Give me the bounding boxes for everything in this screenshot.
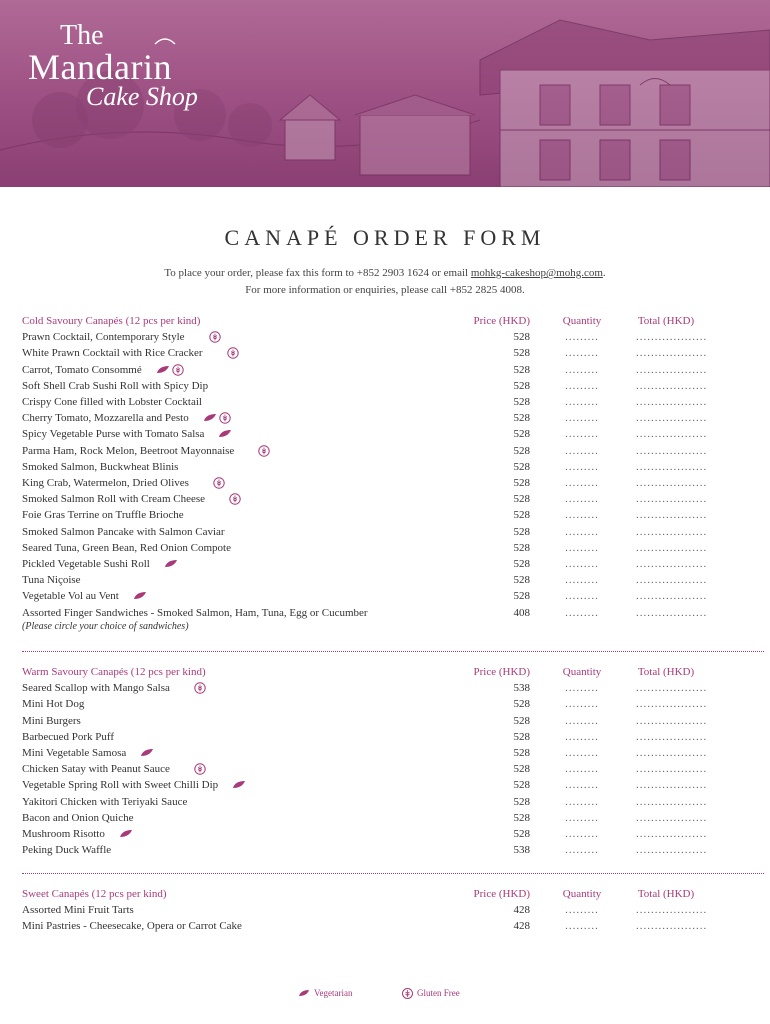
page-title: CANAPÉ ORDER FORM (224, 225, 546, 250)
menu-item-row (0, 556, 770, 572)
total-field[interactable]: ................... (636, 477, 708, 489)
menu-item-row (0, 902, 770, 918)
quantity-field[interactable]: ......... (565, 428, 599, 441)
item-price: 528 (513, 590, 530, 603)
total-field[interactable]: ................... (636, 541, 708, 554)
menu-item-row (0, 810, 770, 826)
menu-item-row (0, 680, 770, 696)
menu-item-row (0, 524, 770, 540)
quantity-field[interactable]: ......... (565, 904, 599, 917)
quantity-field[interactable]: ......... (565, 828, 599, 840)
item-name: Foie Gras Terrine on Truffle Brioche (22, 509, 184, 522)
section-title: Sweet Canapés (12 pcs per kind) (22, 888, 167, 900)
menu-item-row (0, 745, 770, 761)
section-divider (22, 873, 764, 874)
item-price: 528 (513, 730, 530, 743)
quantity-field[interactable]: ......... (565, 477, 599, 489)
total-field[interactable]: ................... (636, 460, 708, 473)
leaf-icon (298, 989, 310, 998)
item-price: 428 (513, 904, 530, 917)
menu-item-row (0, 605, 770, 621)
item-price: 428 (513, 920, 530, 933)
item-name: Crispy Cone filled with Lobster Cocktail (22, 396, 202, 408)
intro-line-2: For more information or enquiries, please call +852 2825 4008. (245, 284, 525, 296)
total-field[interactable]: ................... (636, 363, 708, 376)
legend-gluten-free (402, 988, 460, 999)
item-name: Seared Tuna, Green Bean, Red Onion Compote (22, 541, 231, 554)
item-price: 528 (513, 795, 530, 808)
total-field[interactable]: ................... (636, 828, 708, 840)
price-column-header: Price (HKD) (473, 666, 530, 678)
item-name: White Prawn Cocktail with Rice Cracker (22, 347, 203, 360)
quantity-field[interactable]: ......... (565, 460, 599, 473)
item-price: 528 (513, 558, 530, 570)
quantity-field[interactable]: ......... (565, 920, 599, 933)
total-field[interactable]: ................... (636, 379, 708, 392)
total-field[interactable]: ................... (636, 779, 708, 792)
quantity-field[interactable]: ......... (565, 396, 599, 408)
quantity-field[interactable]: ......... (565, 558, 599, 570)
item-name: Mini Burgers (22, 714, 81, 727)
item-price: 528 (513, 331, 530, 344)
quantity-field[interactable]: ......... (565, 714, 599, 727)
item-price: 528 (513, 460, 530, 473)
menu-item-row (0, 507, 770, 523)
item-price: 528 (513, 763, 530, 776)
quantity-field[interactable]: ......... (565, 730, 599, 743)
header-banner (0, 0, 770, 187)
total-field[interactable]: ................... (636, 795, 708, 808)
item-name: Pickled Vegetable Sushi Roll (22, 558, 150, 570)
section-divider (22, 651, 764, 652)
total-field[interactable]: ................... (636, 412, 708, 425)
menu-item-row (0, 713, 770, 729)
section-header (0, 664, 770, 680)
quantity-field[interactable]: ......... (565, 811, 599, 824)
item-name: Tuna Niçoise (22, 574, 81, 587)
quantity-field[interactable]: ......... (565, 525, 599, 538)
item-name: Assorted Mini Fruit Tarts (22, 904, 134, 917)
item-name: Vegetable Vol au Vent (22, 590, 119, 603)
menu-item-row (0, 588, 770, 604)
total-field[interactable]: ................... (636, 714, 708, 727)
item-price: 528 (513, 747, 530, 759)
menu-item-row (0, 696, 770, 712)
quantity-field[interactable]: ......... (565, 493, 599, 506)
item-name: Mini Hot Dog (22, 698, 85, 711)
total-field[interactable]: ................... (636, 606, 708, 619)
total-field[interactable]: ................... (636, 763, 708, 776)
quantity-column-header: Quantity (562, 888, 602, 900)
menu-item-row (0, 378, 770, 394)
menu-item-row (0, 540, 770, 556)
item-price: 528 (513, 493, 530, 506)
total-column-header: Total (HKD) (637, 666, 695, 678)
quantity-field[interactable]: ......... (565, 444, 599, 457)
menu-item-row (0, 761, 770, 777)
item-name: Soft Shell Crab Sushi Roll with Spicy Dip (22, 379, 209, 392)
item-name: King Crab, Watermelon, Dried Olives (22, 477, 189, 489)
quantity-field[interactable]: ......... (565, 779, 599, 792)
quantity-field[interactable]: ......... (565, 509, 599, 522)
intro-period: . (602, 267, 606, 279)
item-name: Parma Ham, Rock Melon, Beetroot Mayonnaise (22, 444, 235, 457)
legend-gluten-free-label: Gluten Free (417, 988, 460, 998)
item-price: 528 (513, 379, 530, 392)
menu-item-row (0, 729, 770, 745)
total-field[interactable]: ................... (636, 558, 708, 570)
total-field[interactable]: ................... (636, 444, 708, 457)
menu-item-row (0, 329, 770, 345)
total-field[interactable]: ................... (636, 682, 708, 695)
menu-item-row (0, 459, 770, 475)
item-price: 528 (513, 509, 530, 522)
total-field[interactable]: ................... (636, 747, 708, 759)
legend-vegetarian-label: Vegetarian (314, 988, 353, 998)
menu-item-row (0, 345, 770, 361)
email-link[interactable]: mohkg-cakeshop@mohg.com (470, 267, 603, 279)
menu-item-row (0, 826, 770, 842)
total-field[interactable]: ................... (636, 811, 708, 824)
quantity-field[interactable]: ......... (565, 379, 599, 392)
item-price: 528 (513, 428, 530, 441)
menu-item-row (0, 362, 770, 378)
total-field[interactable]: ................... (636, 525, 708, 538)
total-field[interactable]: ................... (636, 493, 708, 506)
menu-item-row (0, 491, 770, 507)
quantity-field[interactable]: ......... (565, 574, 599, 587)
quantity-field[interactable]: ......... (565, 698, 599, 711)
quantity-field[interactable]: ......... (565, 795, 599, 808)
menu-item-row (0, 918, 770, 934)
menu-item-row (0, 794, 770, 810)
item-name: Smoked Salmon Roll with Cream Cheese (22, 493, 206, 506)
item-name: Seared Scallop with Mango Salsa (22, 682, 170, 695)
item-price: 528 (513, 811, 530, 824)
item-name: Prawn Cocktail, Contemporary Style (22, 331, 185, 344)
quantity-field[interactable]: ......... (565, 844, 599, 857)
item-price: 538 (513, 844, 530, 857)
item-name: Barbecued Pork Puff (22, 730, 115, 743)
menu-item-row (0, 842, 770, 858)
item-price: 528 (513, 779, 530, 792)
item-price: 528 (513, 396, 530, 408)
item-price: 528 (513, 363, 530, 376)
total-field[interactable]: ................... (636, 331, 708, 344)
menu-item-row (0, 394, 770, 410)
section-header (0, 886, 770, 902)
section-title: Warm Savoury Canapés (12 pcs per kind) (22, 666, 206, 678)
total-field[interactable]: ................... (636, 730, 708, 743)
section-note: (Please circle your choice of sandwiches) (22, 620, 189, 632)
quantity-field[interactable]: ......... (565, 747, 599, 759)
item-name: Carrot, Tomato Consommé (22, 363, 142, 376)
intro-text (0, 265, 770, 299)
item-price: 528 (513, 477, 530, 489)
total-field[interactable]: ................... (636, 920, 708, 933)
total-field[interactable]: ................... (636, 590, 708, 603)
item-price: 538 (513, 682, 530, 695)
total-field[interactable]: ................... (636, 396, 708, 408)
total-field[interactable]: ................... (636, 698, 708, 711)
total-field[interactable]: ................... (636, 574, 708, 587)
item-name: Mini Vegetable Samosa (22, 747, 127, 759)
item-name: Peking Duck Waffle (22, 844, 112, 857)
total-field[interactable]: ................... (636, 509, 708, 522)
item-price: 528 (513, 525, 530, 538)
total-column-header: Total (HKD) (637, 888, 695, 900)
menu-item-row (0, 475, 770, 491)
item-price: 528 (513, 412, 530, 425)
item-price: 528 (513, 574, 530, 587)
menu-item-row (0, 777, 770, 793)
item-name: Chicken Satay with Peanut Sauce (22, 763, 170, 776)
item-name: Spicy Vegetable Purse with Tomato Salsa (22, 428, 205, 441)
total-field[interactable]: ................... (636, 904, 708, 917)
total-column-header: Total (HKD) (637, 315, 695, 327)
menu-item-row (0, 572, 770, 588)
item-name: Assorted Finger Sandwiches - Smoked Salmon, Ham, Tuna, Egg or Cucumber (22, 606, 368, 619)
item-name: Mini Pastries - Cheesecake, Opera or Carrot Cake (22, 920, 242, 933)
item-price: 408 (513, 606, 530, 619)
quantity-field[interactable]: ......... (565, 590, 599, 603)
brand-logo (28, 22, 198, 110)
price-column-header: Price (HKD) (473, 888, 530, 900)
logo-line-mandarin: Mandarin (28, 47, 172, 87)
quantity-field[interactable]: ......... (565, 412, 599, 425)
price-column-header: Price (HKD) (473, 315, 530, 327)
item-name: Vegetable Spring Roll with Sweet Chilli Dip (22, 779, 219, 792)
quantity-field[interactable]: ......... (565, 606, 599, 619)
logo-line-cake-shop: Cake Shop (86, 82, 198, 111)
quantity-field[interactable]: ......... (565, 331, 599, 344)
quantity-column-header: Quantity (562, 666, 602, 678)
total-field[interactable]: ................... (636, 428, 708, 441)
section-header (0, 313, 770, 329)
menu-item-row (0, 443, 770, 459)
item-price: 528 (513, 698, 530, 711)
total-field[interactable]: ................... (636, 347, 708, 360)
quantity-field[interactable]: ......... (565, 682, 599, 695)
quantity-column-header: Quantity (562, 315, 602, 327)
item-price: 528 (513, 541, 530, 554)
item-name: Smoked Salmon, Buckwheat Blinis (22, 460, 179, 473)
wheat-circle-icon (402, 988, 413, 999)
intro-fax: To place your order, please fax this form to +852 2903 1624 or email (164, 267, 471, 279)
intro-line-1 (0, 265, 770, 282)
item-name: Mushroom Risotto (22, 828, 105, 840)
quantity-field[interactable]: ......... (565, 763, 599, 776)
menu-item-row (0, 426, 770, 442)
section-title: Cold Savoury Canapés (12 pcs per kind) (22, 315, 201, 327)
item-price: 528 (513, 347, 530, 360)
item-price: 528 (513, 828, 530, 840)
legend-vegetarian (298, 988, 352, 998)
quantity-field[interactable]: ......... (565, 363, 599, 376)
item-name: Cherry Tomato, Mozzarella and Pesto (22, 412, 189, 425)
item-price: 528 (513, 444, 530, 457)
menu-item-row (0, 410, 770, 426)
logo-line-the: The (60, 20, 104, 51)
quantity-field[interactable]: ......... (565, 541, 599, 554)
quantity-field[interactable]: ......... (565, 347, 599, 360)
item-name: Yakitori Chicken with Teriyaki Sauce (22, 795, 188, 808)
item-name: Bacon and Onion Quiche (22, 811, 134, 824)
item-price: 528 (513, 714, 530, 727)
item-name: Smoked Salmon Pancake with Salmon Caviar (22, 525, 225, 538)
total-field[interactable]: ................... (636, 844, 708, 857)
